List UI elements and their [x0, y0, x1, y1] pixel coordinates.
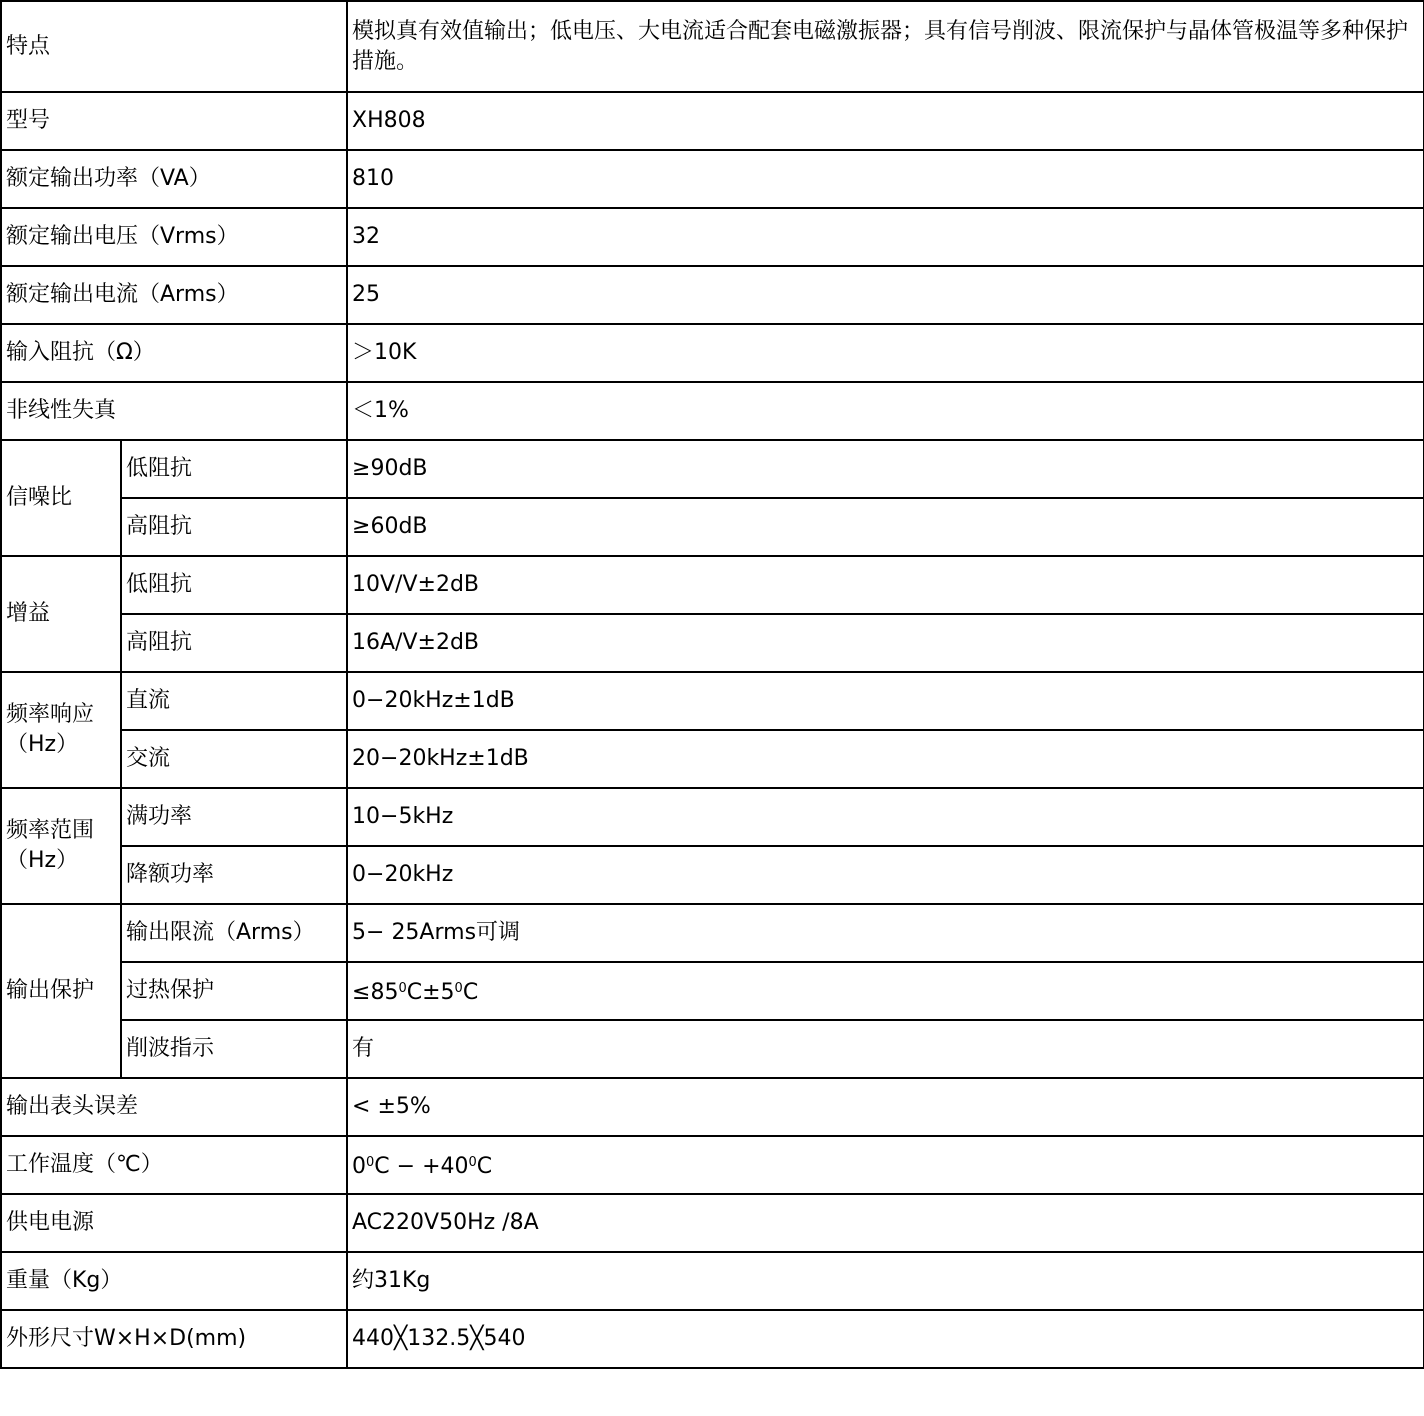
table-row [1, 904, 1424, 962]
table-row [1, 730, 1424, 788]
sub-label: 低阻抗 [121, 440, 347, 498]
sub-label: 降额功率 [121, 846, 347, 904]
table-row [1, 672, 1424, 730]
row-value: 20−20kHz±1dB [347, 730, 1424, 788]
sub-label: 满功率 [121, 788, 347, 846]
row-value: ≥90dB [347, 440, 1424, 498]
row-value: 有 [347, 1020, 1424, 1078]
row-value: 440╳132.5╳540 [347, 1310, 1424, 1368]
group-label [1, 788, 121, 904]
table-row [1, 788, 1424, 846]
value-text: C − +40 [374, 1154, 469, 1179]
sub-label: 削波指示 [121, 1020, 347, 1078]
table-row [1, 382, 1424, 440]
table-row [1, 440, 1424, 498]
row-value: 10−5kHz [347, 788, 1424, 846]
degree-superscript: 0 [398, 981, 407, 996]
degree-superscript: 0 [366, 1155, 375, 1170]
degree-superscript: 0 [468, 1155, 477, 1170]
row-label: 额定输出电压（Vrms） [1, 208, 347, 266]
row-label: 供电电源 [1, 1194, 347, 1252]
sub-label: 输出限流（Arms） [121, 904, 347, 962]
group-label-line: （Hz） [6, 732, 79, 757]
table-row [1, 150, 1424, 208]
value-text: C [462, 980, 479, 1005]
value-text: ≤85 [352, 980, 399, 1005]
row-label: 额定输出电流（Arms） [1, 266, 347, 324]
value-text: C±5 [406, 980, 455, 1005]
table-row [1, 266, 1424, 324]
row-value [347, 962, 1424, 1020]
row-value: 约31Kg [347, 1252, 1424, 1310]
table-row [1, 1, 1424, 92]
row-value: 5− 25Arms可调 [347, 904, 1424, 962]
table-row [1, 614, 1424, 672]
sub-label: 过热保护 [121, 962, 347, 1020]
group-label-line: 频率范围 [6, 818, 95, 843]
table-row [1, 324, 1424, 382]
group-label-line: 频率响应 [6, 702, 95, 727]
row-label: 输出表头误差 [1, 1078, 347, 1136]
table-row [1, 1252, 1424, 1310]
value-text: 0 [352, 1154, 367, 1179]
row-label: 重量（Kg） [1, 1252, 347, 1310]
row-label: 工作温度（℃） [1, 1136, 347, 1194]
sub-label: 高阻抗 [121, 614, 347, 672]
table-row [1, 208, 1424, 266]
sub-label: 交流 [121, 730, 347, 788]
row-value: 0−20kHz [347, 846, 1424, 904]
row-value: XH808 [347, 92, 1424, 150]
row-value: 模拟真有效值输出；低电压、大电流适合配套电磁激振器；具有信号削波、限流保护与晶体管极温等多种保护措施。 [347, 1, 1424, 92]
row-value: < ±5% [347, 1078, 1424, 1136]
group-label [1, 672, 121, 788]
sub-label: 高阻抗 [121, 498, 347, 556]
table-row [1, 1136, 1424, 1194]
row-value: 25 [347, 266, 1424, 324]
row-value: 810 [347, 150, 1424, 208]
table-row [1, 1310, 1424, 1368]
value-text: C [476, 1154, 493, 1179]
row-value: 0−20kHz±1dB [347, 672, 1424, 730]
sub-label: 直流 [121, 672, 347, 730]
row-label: 非线性失真 [1, 382, 347, 440]
group-label-line: （Hz） [6, 848, 79, 873]
row-value: 16A/V±2dB [347, 614, 1424, 672]
row-label: 特点 [1, 1, 347, 92]
degree-superscript: 0 [454, 981, 463, 996]
row-value: AC220V50Hz /8A [347, 1194, 1424, 1252]
sub-label: 低阻抗 [121, 556, 347, 614]
table-row [1, 1194, 1424, 1252]
row-value [347, 1136, 1424, 1194]
row-value: 32 [347, 208, 1424, 266]
row-value: ＞10K [347, 324, 1424, 382]
row-value: 10V/V±2dB [347, 556, 1424, 614]
table-row [1, 92, 1424, 150]
group-label: 增益 [1, 556, 121, 672]
table-row [1, 846, 1424, 904]
group-label: 输出保护 [1, 904, 121, 1078]
row-value: ≥60dB [347, 498, 1424, 556]
row-label: 型号 [1, 92, 347, 150]
group-label: 信噪比 [1, 440, 121, 556]
table-row [1, 498, 1424, 556]
row-value: ＜1% [347, 382, 1424, 440]
table-row [1, 556, 1424, 614]
table-row [1, 1078, 1424, 1136]
table-row [1, 1020, 1424, 1078]
table-row [1, 962, 1424, 1020]
row-label: 额定输出功率（VA） [1, 150, 347, 208]
row-label: 输入阻抗（Ω） [1, 324, 347, 382]
row-label: 外形尺寸W×H×D(mm) [1, 1310, 347, 1368]
